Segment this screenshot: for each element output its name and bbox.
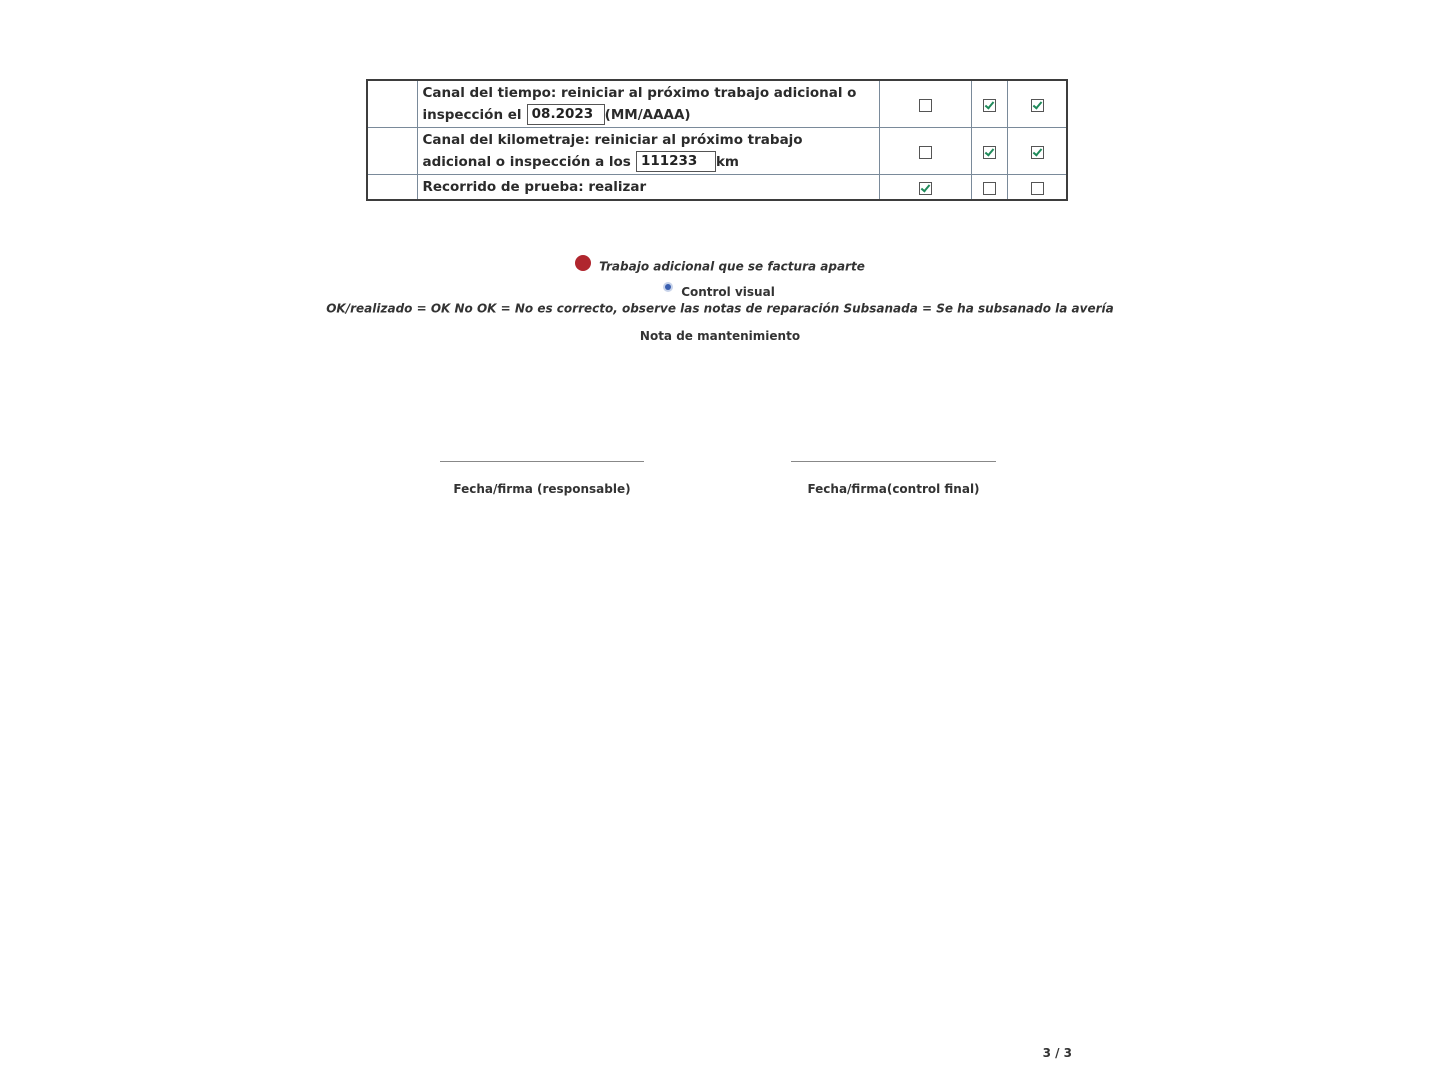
- item-description-cell: [418, 128, 879, 175]
- visual-control-text: Control visual: [681, 285, 775, 299]
- table-row: [367, 175, 1067, 201]
- row1-check3-checkbox[interactable]: [1031, 99, 1044, 112]
- maintenance-note-heading: Nota de mantenimiento: [639, 329, 801, 343]
- table-row: [367, 80, 1067, 128]
- test-drive-label: Recorrido de prueba: realizar: [422, 179, 647, 195]
- check-cell: [971, 128, 1008, 175]
- check-cell: [1008, 128, 1067, 175]
- table-row: [367, 128, 1067, 175]
- row-marker-cell: [367, 175, 418, 201]
- row3-check3-checkbox[interactable]: [1031, 182, 1044, 195]
- item-description-cell: [418, 175, 879, 201]
- row3-check1-checkbox[interactable]: [919, 182, 932, 195]
- status-explanation-text: OK/realizado = OK No OK = No es correcto, observe las notas de reparación Subsanada = Se ha subsanado la avería: [326, 301, 1114, 316]
- row2-check2-checkbox[interactable]: [983, 146, 996, 159]
- red-dot-icon: [575, 255, 591, 271]
- signature-line-final-control: [791, 461, 996, 462]
- km-unit-label: km: [715, 154, 739, 170]
- check-cell: [879, 175, 971, 201]
- row2-check1-checkbox[interactable]: [919, 146, 932, 159]
- date-field[interactable]: 08.2023: [527, 104, 605, 125]
- row1-check1-checkbox[interactable]: [919, 99, 932, 112]
- row1-check2-checkbox[interactable]: [983, 99, 996, 112]
- mileage-channel-label: Canal del kilometraje: reiniciar al próximo trabajo adicional o inspección a los: [422, 132, 803, 170]
- signature-label-final-control: Fecha/firma(control final): [807, 482, 980, 496]
- time-channel-label: Canal del tiempo: reiniciar al próximo trabajo adicional o inspección el: [422, 85, 857, 123]
- check-cell: [879, 128, 971, 175]
- additional-work-text: Trabajo adicional que se factura aparte: [599, 259, 865, 274]
- row3-check2-checkbox[interactable]: [983, 182, 996, 195]
- legend-status-explanation: [0, 298, 1440, 317]
- signature-label-responsible: Fecha/firma (responsable): [453, 482, 631, 496]
- row2-check3-checkbox[interactable]: [1031, 146, 1044, 159]
- signature-line-responsible: [440, 461, 644, 462]
- check-cell: [879, 80, 971, 128]
- check-cell: [1008, 175, 1067, 201]
- check-cell: [971, 175, 1008, 201]
- item-description-cell: [418, 80, 879, 128]
- row-marker-cell: [367, 80, 418, 128]
- legend-maintenance-note: [0, 325, 1440, 344]
- page-number: 3 / 3: [1042, 1046, 1072, 1060]
- row-marker-cell: [367, 128, 418, 175]
- check-cell: [1008, 80, 1067, 128]
- legend-additional-work: [0, 256, 1440, 275]
- date-format-label: (MM/AAAA): [604, 107, 691, 123]
- blue-dot-icon: [665, 284, 671, 290]
- maintenance-checklist-table: [366, 79, 1068, 201]
- check-cell: [971, 80, 1008, 128]
- mileage-field[interactable]: 111233: [636, 151, 716, 172]
